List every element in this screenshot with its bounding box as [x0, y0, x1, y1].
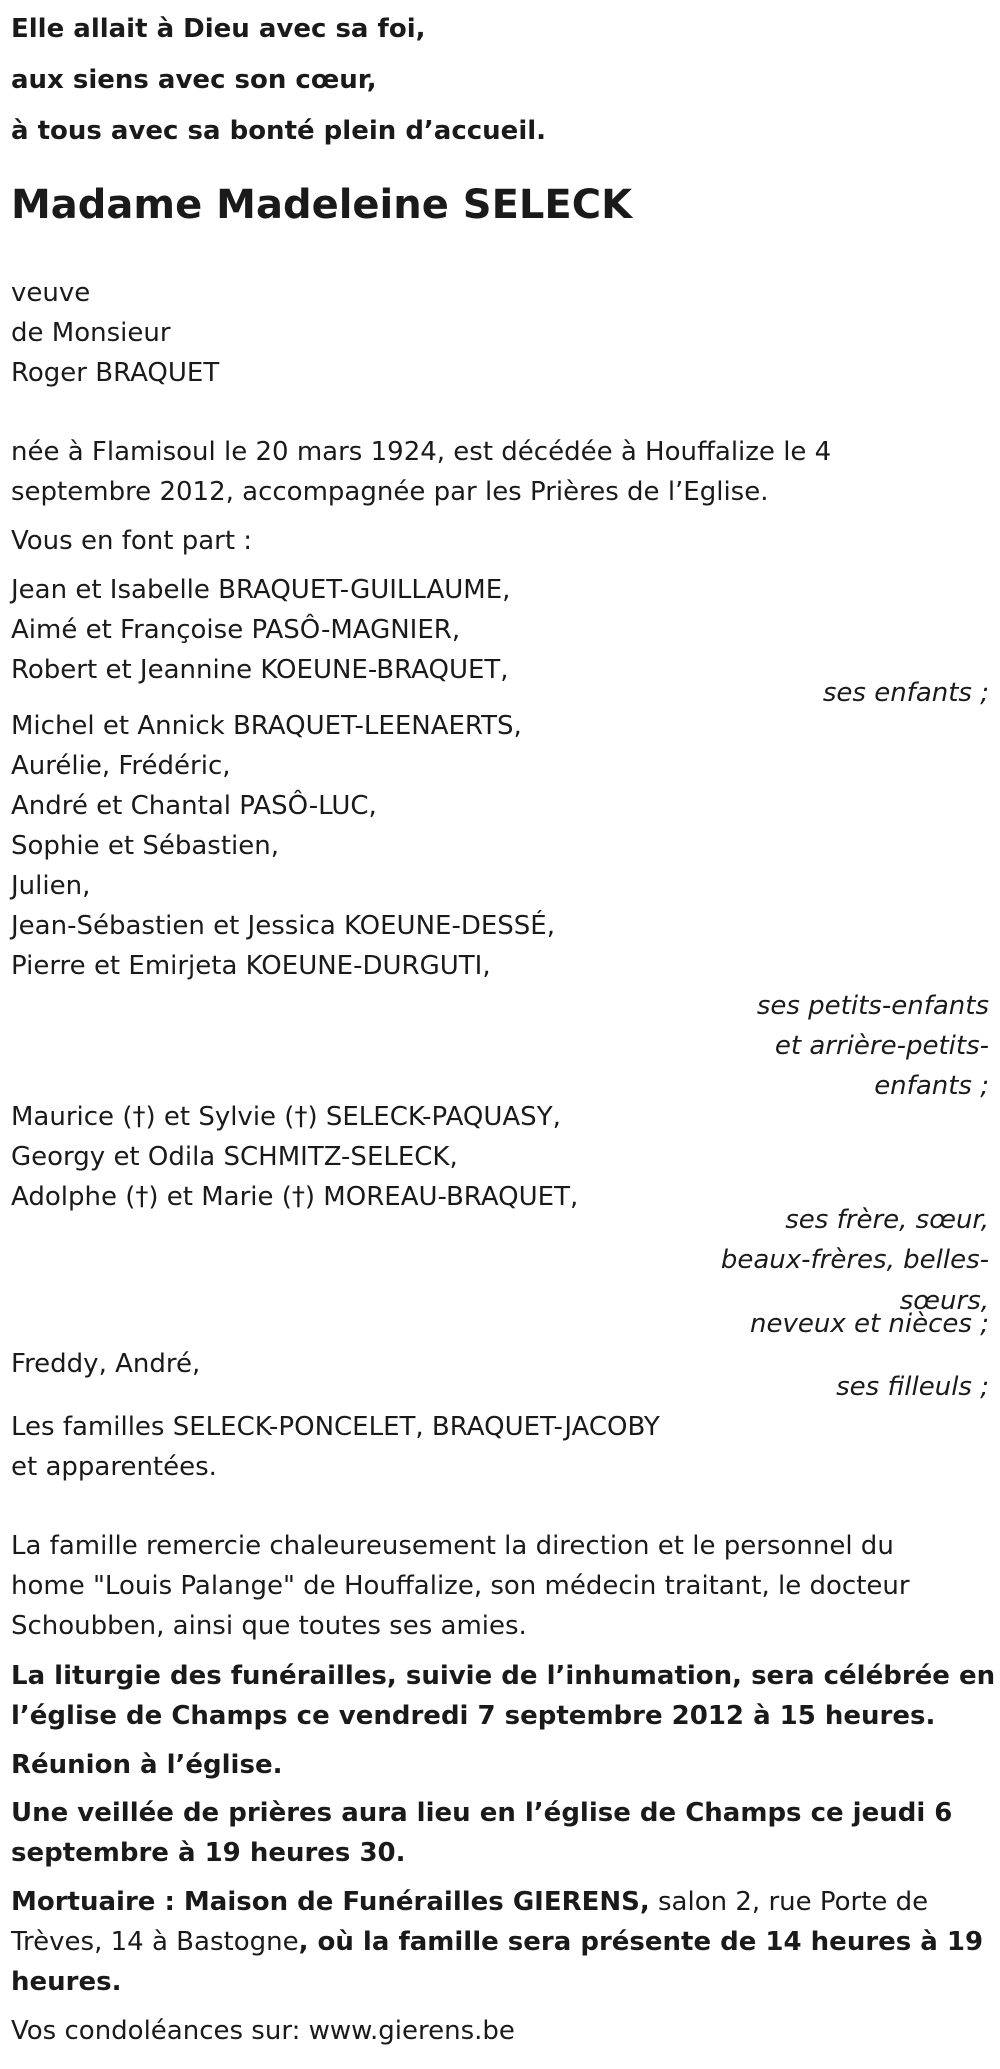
birth-death-text [11, 432, 831, 512]
family-member-line: Julien, [11, 871, 91, 901]
mortuary-address: salon 2, rue Porte de [649, 1887, 929, 1917]
birth-death-line: née à Flamisoul le 20 mars 1924, est décédée à Houffalize le 4 [11, 437, 832, 467]
relation-label: ses frère, sœur, [785, 1205, 989, 1235]
spouse-line: veuve [11, 278, 91, 308]
liturgy-text [11, 1656, 995, 1736]
mortuary-presence: , où la famille sera présente de 14 heures à 19 [298, 1927, 984, 1957]
children-group [11, 570, 991, 713]
family-member-line: Pierre et Emirjeta KOEUNE-DURGUTI, [11, 951, 491, 981]
family-member-line: Freddy, André, [11, 1349, 201, 1379]
vigil-line: Une veillée de prières aura lieu en l’église de Champs ce jeudi 6 [11, 1798, 953, 1828]
deceased-name: Madame Madeleine SELECK [11, 182, 633, 228]
relation-label: et arrière-petits- [774, 1031, 989, 1061]
birth-death-line: septembre 2012, accompagnée par les Prières de l’Eglise. [11, 477, 769, 507]
family-member-line: Sophie et Sébastien, [11, 831, 279, 861]
siblings-group [11, 1097, 991, 1339]
mortuary-label: Mortuaire : Maison de Funérailles GIERENS, [11, 1887, 650, 1917]
family-member-line: Michel et Annick BRAQUET-LEENAERTS, [11, 711, 522, 741]
relation-label: sœurs, [899, 1286, 989, 1316]
epitaph-quote [11, 4, 546, 157]
mortuary-line [11, 1922, 983, 1962]
thanks-text [11, 1526, 910, 1646]
family-member-line: Jean-Sébastien et Jessica KOEUNE-DESSÉ, [11, 911, 555, 941]
quote-line: Elle allait à Dieu avec sa foi, [11, 14, 426, 44]
mortuary-line [11, 1882, 983, 1922]
relation-label: ses enfants ; [822, 678, 989, 708]
mortuary-presence: heures. [11, 1967, 122, 1997]
relation-label: beaux-frères, belles- [720, 1245, 989, 1275]
announcement-intro: Vous en font part : [11, 526, 253, 556]
grandchildren-group [11, 706, 991, 1106]
families-line: Les familles SELECK-PONCELET, BRAQUET-JACOBY [11, 1412, 660, 1442]
relation-label: ses petits-enfants [756, 991, 989, 1021]
family-member-line: Maurice (†) et Sylvie (†) SELECK-PAQUASY, [11, 1102, 561, 1132]
spouse-line: Roger BRAQUET [11, 358, 220, 388]
mortuary-text [11, 1882, 983, 2002]
family-member-line: Adolphe (†) et Marie (†) MOREAU-BRAQUET, [11, 1182, 579, 1212]
vigil-text [11, 1793, 952, 1873]
liturgy-line: La liturgie des funérailles, suivie de l’inhumation, sera célébrée en [11, 1661, 996, 1691]
families-text [11, 1407, 660, 1487]
family-member-line: Robert et Jeannine KOEUNE-BRAQUET, [11, 655, 509, 685]
spouse-block [11, 273, 219, 393]
family-member-line: Georgy et Odila SCHMITZ-SELECK, [11, 1142, 458, 1172]
quote-line: aux siens avec son cœur, [11, 65, 377, 95]
vigil-line: septembre à 19 heures 30. [11, 1838, 406, 1868]
family-member-line: André et Chantal PASÔ-LUC, [11, 791, 377, 821]
quote-line: à tous avec sa bonté plein d’accueil. [11, 116, 547, 146]
relation-label: neveux et nièces ; [749, 1309, 989, 1339]
meeting-text: Réunion à l’église. [11, 1750, 283, 1780]
thanks-line: home "Louis Palange" de Houffalize, son médecin traitant, le docteur [11, 1571, 910, 1601]
thanks-line: La famille remercie chaleureusement la direction et le personnel du [11, 1531, 894, 1561]
relation-label: enfants ; [874, 1071, 989, 1101]
spouse-line: de Monsieur [11, 318, 171, 348]
families-line: et apparentées. [11, 1452, 217, 1482]
condolences-text: Vos condoléances sur: www.gierens.be [11, 2016, 515, 2046]
liturgy-line: l’église de Champs ce vendredi 7 septembre 2012 à 15 heures. [11, 1701, 936, 1731]
family-member-line: Aimé et Françoise PASÔ-MAGNIER, [11, 615, 461, 645]
relation-label: ses filleuls ; [836, 1372, 989, 1402]
godchildren-group [11, 1344, 991, 1407]
family-member-line: Aurélie, Frédéric, [11, 751, 231, 781]
mortuary-address: Trèves, 14 à Bastogne [11, 1927, 299, 1957]
thanks-line: Schoubben, ainsi que toutes ses amies. [11, 1611, 527, 1641]
family-member-line: Jean et Isabelle BRAQUET-GUILLAUME, [11, 575, 511, 605]
